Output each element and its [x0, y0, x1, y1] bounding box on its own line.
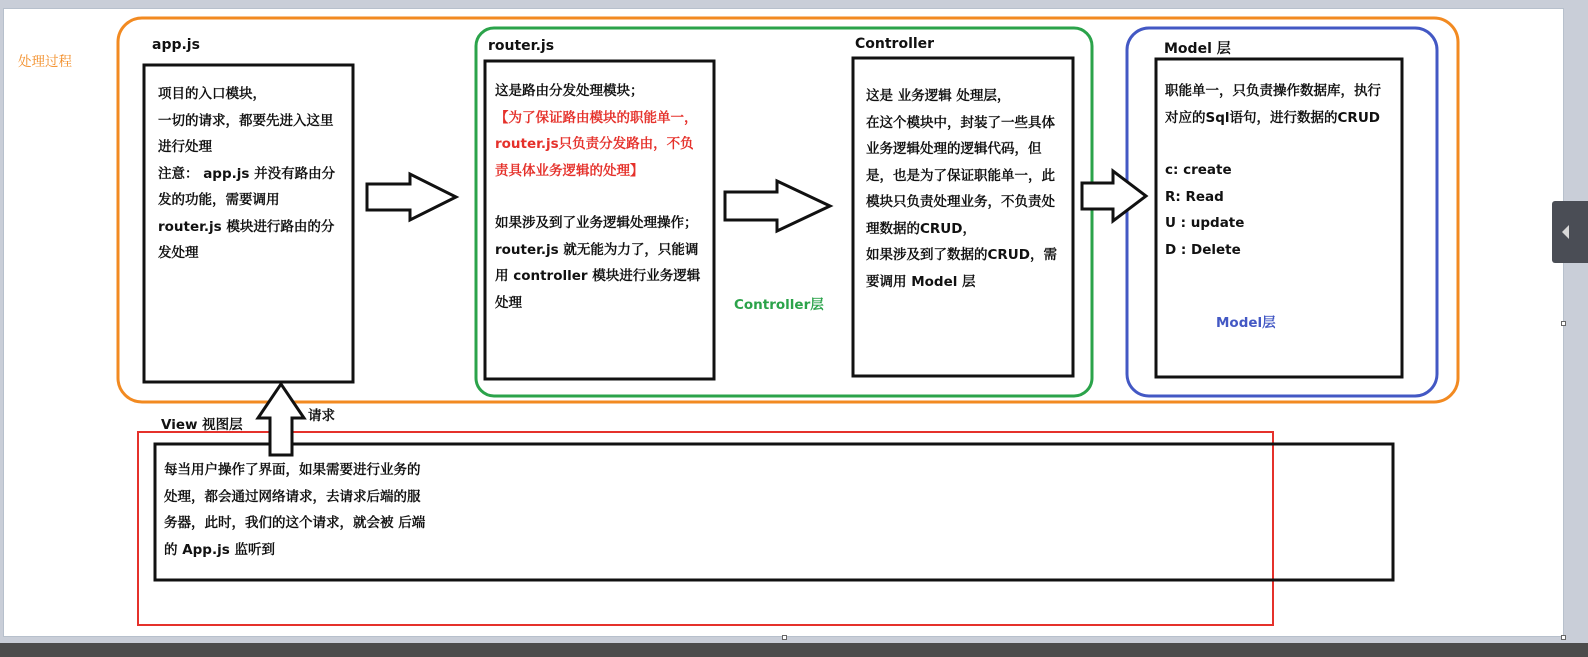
controller-line: 如果涉及到了数据的CRUD，需 [866, 247, 1057, 263]
controller-line: 在这个模块中，封装了一些具体 [866, 114, 1055, 131]
router-spacer [495, 184, 700, 210]
controller-line: 理数据的CRUD， [866, 220, 976, 237]
controller-description [866, 83, 1057, 295]
appjs-line: 项目的入口模块， [158, 86, 266, 102]
view-title: View 视图层 [161, 417, 243, 433]
appjs-line: 注意： app.js 并没有路由分 [158, 165, 336, 182]
crud-item: U : update [1165, 215, 1245, 231]
view-line: 每当用户操作了界面，如果需要进行业务的 [164, 462, 421, 478]
crud-item: D : Delete [1165, 241, 1241, 258]
controller-line: 模块只负责处理业务，不负责处 [866, 194, 1055, 210]
view-line: 务器，此时，我们的这个请求，就会被 后端 [164, 515, 426, 531]
appjs-line: 发处理 [158, 245, 199, 261]
router-line: 用 controller 模块进行业务逻辑 [495, 268, 701, 284]
controller-line: 要调用 Model 层 [866, 273, 976, 290]
controller-title: Controller [855, 36, 935, 52]
router-red-line: 责具体业务逻辑的处理】 [495, 162, 644, 179]
arrow-app-to-router [367, 174, 456, 220]
view-line: 的 App.js 监听到 [164, 541, 275, 558]
router-line: router.js 就无能为力了，只能调 [495, 241, 699, 258]
controller-layer-label: Controller层 [734, 297, 824, 313]
appjs-title: app.js [152, 37, 200, 53]
resize-handle-right[interactable] [1561, 321, 1566, 326]
model-title: Model 层 [1164, 41, 1231, 57]
crud-item: c: create [1165, 162, 1232, 178]
resize-handle-corner[interactable] [1561, 635, 1566, 640]
appjs-line: router.js 模块进行路由的分 [158, 218, 335, 235]
router-line: 如果涉及到了业务逻辑处理操作； [495, 215, 698, 231]
request-label: 请求 [308, 408, 335, 424]
router-line: 这是路由分发处理模块； [495, 83, 644, 99]
router-red-line: 【为了保证路由模块的职能单一， [495, 109, 698, 126]
model-spacer [1165, 131, 1381, 157]
router-red-line: router.js只负责分发路由，不负 [495, 136, 694, 152]
resize-handle-bottom[interactable] [782, 635, 787, 640]
controller-line: 这是 业务逻辑 处理层， [866, 88, 1011, 104]
appjs-line: 进行处理 [158, 139, 212, 155]
model-layer-label: Model层 [1216, 315, 1276, 331]
controller-line: 是，也是为了保证职能单一，此 [866, 167, 1055, 184]
arrow-router-to-controller [725, 181, 830, 231]
router-line: 处理 [495, 294, 522, 311]
router-description [495, 78, 700, 316]
appjs-line: 一切的请求，都要先进入这里 [158, 112, 334, 129]
model-line: 职能单一，只负责操作数据库，执行 [1165, 83, 1381, 99]
appjs-description [158, 81, 335, 267]
view-description [164, 457, 425, 563]
appjs-line: 发的功能，需要调用 [158, 192, 280, 208]
model-line: 对应的Sql语句，进行数据的CRUD [1165, 109, 1380, 126]
model-description [1165, 78, 1381, 263]
process-label: 处理过程 [18, 54, 72, 70]
controller-line: 业务逻辑处理的逻辑代码，但 [866, 141, 1042, 157]
bottom-status-bar [0, 643, 1588, 657]
crud-item: R: Read [1165, 188, 1224, 205]
side-panel-toggle-button[interactable] [1552, 201, 1588, 263]
router-title: router.js [488, 38, 555, 54]
view-line: 处理，都会通过网络请求，去请求后端的服 [164, 488, 421, 505]
